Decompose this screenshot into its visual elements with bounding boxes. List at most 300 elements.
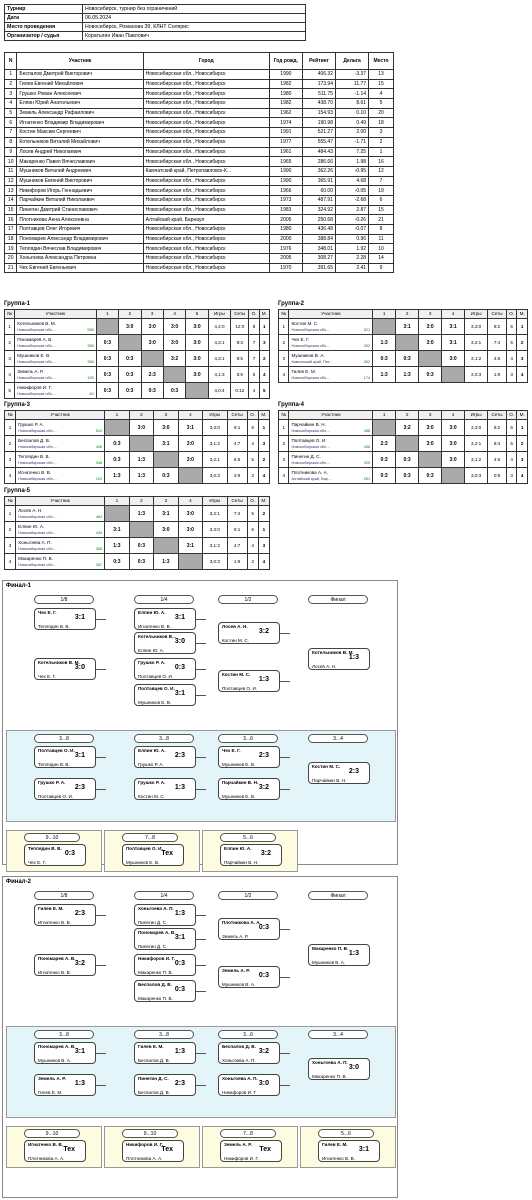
match-loser: Чех Е. Г. [28,860,46,865]
group-player-name: Игнатенко В. В. [18,469,52,475]
group-col-c4: 4 [178,411,202,420]
group-col-n: № [5,310,15,319]
player-cell: 20 [369,108,394,118]
match-loser: Теплядин В. В. [38,762,70,767]
group-score-cell [105,538,129,554]
group-player-city-line [18,530,102,537]
group-score: 3:1 [449,323,457,330]
group-games: 3,3:0 [465,319,488,335]
match-score: 3:1 [74,1048,85,1055]
consolation-head: 3...4 [308,734,368,743]
group-o: 3 [247,554,258,570]
group-o: 5 [247,506,258,522]
match-box [308,944,370,966]
player-cell: Чех Евгений Евгеньевич [17,263,143,273]
player-cell: 1 [369,147,394,157]
player-cell: Новосибирская обл., Новосибирск [143,244,269,254]
group-player-name: Макаренко П. В. [18,555,53,561]
player-cell: 250.68 [302,215,335,225]
group-games: 4,3:1 [208,335,230,351]
group-col-sets: Сеты [488,411,507,420]
match-score: Тех [259,1146,271,1153]
round-head: Финал [308,891,368,900]
player-cell: 17 [5,225,17,235]
group-sets: 9:3 [231,335,249,351]
group-self-cell [396,335,419,351]
player-cell: -3.37 [336,70,369,80]
player-cell: Новосибирская обл., Новосибирск [143,137,269,147]
group-m: 4 [517,468,528,484]
player-cell: Хоньгоева Александра Петровна [17,254,143,264]
player-cell: Новосибирская обл., Новосибирск [143,157,269,167]
player-cell: Теплядин Вячеслав Владимирович [17,244,143,254]
group-sets: 7:4 [488,335,507,351]
group-player [289,452,373,468]
group-col-c2: 2 [396,411,419,420]
match-loser: Теплядин В. В. [38,624,70,629]
group-score-cell [396,420,419,436]
match-winner: Земель А. Р. [224,1142,252,1147]
group-col-games: Игры [465,310,488,319]
player-cell: 19 [5,244,17,254]
player-cell: Камчатский край, Петропавловск-К... [143,166,269,176]
group-player-city-line [18,476,102,483]
group-player-city: Новосибирская обл.... [17,327,56,332]
group-score: 0:3 [403,355,411,362]
group-self-cell [129,522,153,538]
group-row-number: 2 [5,522,16,538]
group-sets: 9:2 [488,319,507,335]
bracket-connector [196,915,206,916]
group-self-cell [373,319,396,335]
match-winner: Чех Е. Г. [222,748,241,753]
group-col-m: М. [259,310,269,319]
match-winner: Лосев А. Н. [222,624,248,629]
group-score-cell [396,319,419,335]
player-cell: Новосибирская обл., Новосибирск [143,176,269,186]
player-row [5,99,394,109]
placement-head: 9...10 [24,1129,80,1138]
group-row [279,420,528,436]
group-score: 0:3 [403,472,411,479]
match-score: 2:3 [348,768,359,775]
group-row [5,319,270,335]
player-row [5,70,394,80]
group-player-name: Земель А. Р. [17,368,44,374]
group-games: 3,0:3 [465,468,488,484]
player-cell: 1966 [269,186,302,196]
player-cell: 154.93 [302,108,335,118]
group-4-table [278,410,528,484]
group-row [5,468,270,484]
group-player-name: Грушко Р. А. [18,421,44,427]
group-score: 3:0 [449,424,457,431]
group-m: 3 [517,351,528,367]
round-head: 1/4 [134,891,194,900]
player-cell: Новосибирская обл., Новосибирск [143,195,269,205]
group-3-table [4,410,270,484]
match-score: 3:0 [348,1064,359,1071]
group-score: 3:1 [186,424,194,431]
bracket-connector [196,991,206,992]
group-player-rating: 308 [95,546,103,551]
match-score: 3:1 [74,614,85,621]
player-cell: 13 [369,70,394,80]
match-box [218,966,280,988]
group-col-c3: 3 [154,411,178,420]
group-score-cell [178,420,202,436]
group-5-table [4,496,270,570]
match-loser: Никифоров И. Г. [224,1156,259,1161]
group-score-cell [105,436,129,452]
player-cell: Новосибирская обл., Новосибирск [143,254,269,264]
group-player-city: Новосибирская обл.... [18,444,57,449]
match-score: 2:3 [174,1080,185,1087]
match-loser: Плотникова А. А. [28,1156,65,1161]
player-cell: 15 [369,205,394,215]
match-box [220,1140,282,1162]
player-cell: 15 [369,79,394,89]
group-player [15,319,97,335]
player-row [5,234,394,244]
group-player [16,452,105,468]
group-score-cell [154,554,178,570]
player-cell: -1.71 [336,137,369,147]
group-col-name: Участник [16,497,105,506]
match-loser: Мушников Е. В. [222,762,256,767]
match-box [134,658,196,680]
player-cell: Новосибирская обл., Новосибирск [143,186,269,196]
group-player-rating: 389 [87,343,94,348]
group-o: 3 [247,468,258,484]
round-head: 1/4 [134,595,194,604]
info-row [5,23,306,32]
player-cell: 6 [369,195,394,205]
bracket-connector [280,633,290,634]
group-m: 1 [258,522,269,538]
group-games: 3,2:1 [465,335,488,351]
group-games: 3,1:2 [203,436,227,452]
group-o: 6 [247,522,258,538]
group-player-city: Новосибирская обл.... [17,343,56,348]
group-score-cell [154,522,178,538]
match-box [218,918,280,940]
player-cell: Новосибирская обл., Новосибирск [143,128,269,138]
group-games: 3,0:3 [203,554,227,570]
match-score: 2:3 [74,784,85,791]
consolation-head: 3...8 [34,734,94,743]
group-col-c4: 4 [442,411,465,420]
group-score-cell [129,452,153,468]
group-row [5,351,270,367]
player-cell: 3 [5,89,17,99]
group-player [289,351,373,367]
player-cell: 11 [5,166,17,176]
group-score-cell [419,367,442,383]
group-score-cell [373,452,396,468]
group-row-number: 1 [5,420,16,436]
group-score-cell [119,319,141,335]
group-2-title: Группа-2 [278,301,305,307]
group-row-number: 3 [5,351,15,367]
match-score: 3:1 [174,934,185,941]
group-score: 3:1 [162,440,170,447]
group-player-city-line [291,444,370,451]
group-header-row [5,497,270,506]
group-row-number: 3 [279,351,289,367]
consolation-head: 3...8 [134,734,194,743]
group-col-c4: 4 [163,310,185,319]
group-player-name: Лосев А. Н. [18,507,43,513]
group-score: 1:3 [380,339,388,346]
player-cell: -0.05 [336,186,369,196]
group-score: 3:0 [449,440,457,447]
group-player-name: Никифоров И. Г. [17,384,52,390]
group-score: 3:0 [186,510,194,517]
group-score: 0:3 [103,371,111,378]
match-loser: Пинегин Д. С. [138,920,168,925]
group-score-cell [419,335,442,351]
placement-head: 5...6 [220,833,276,842]
group-row [5,506,270,522]
group-score-cell [96,335,118,351]
group-score: 3:1 [113,526,121,533]
group-score-cell [129,506,153,522]
group-row [5,367,270,383]
match-box [134,954,196,976]
tournament-info-table [4,4,306,41]
group-col-c3: 3 [154,497,178,506]
group-score-cell [396,351,419,367]
group-score-cell [154,436,178,452]
group-score-cell [154,420,178,436]
match-loser: Макаренко П. В. [312,1074,347,1079]
group-score: 3:0 [193,339,201,346]
match-loser: Беспалов Д. В. [138,1058,170,1063]
group-score: 3:1 [449,339,457,346]
group-col-m: М. [258,411,269,420]
player-row [5,147,394,157]
group-row-number: 3 [5,538,16,554]
group-score-cell [141,383,163,399]
group-m: 1 [517,319,528,335]
player-row [5,118,394,128]
group-score: 0:3 [426,371,434,378]
group-player-rating: 251 [363,476,371,481]
group-player-name: Хоньгоева А. П. [18,539,52,545]
group-score-cell [442,420,465,436]
match-score: 1:3 [174,1048,185,1055]
group-5-title: Группа-5 [4,488,31,494]
group-player [289,468,373,484]
group-player-city-line [291,327,370,334]
group-score-cell [141,319,163,335]
group-score: 0:3 [137,558,145,565]
match-box [34,954,96,976]
group-score: 0:3 [126,355,134,362]
group-player-rating: 362 [363,359,371,364]
player-row [5,205,394,215]
player-cell: Пинегин Дмитрий Станиславович [17,205,143,215]
group-score-cell [396,452,419,468]
player-cell: 308.27 [302,254,335,264]
player-cell: 9 [5,147,17,157]
group-col-c3: 3 [141,310,163,319]
group-m: 3 [258,436,269,452]
group-self-cell [163,367,185,383]
group-o: 3 [506,367,516,383]
group-score: 3:0 [186,526,194,533]
match-loser: Лосев А. Н. [312,664,337,669]
bracket-connector [96,1053,106,1054]
group-score-cell [396,468,419,484]
group-sets: 9:2 [488,420,507,436]
group-score: 0:3 [403,456,411,463]
match-winner: Теплядин В. В. [28,846,62,851]
group-score: 1:3 [162,558,170,565]
group-self-cell [178,468,202,484]
player-cell: 12 [369,166,394,176]
match-score: 1:3 [348,654,359,661]
player-cell: 436.48 [302,225,335,235]
group-self-cell [119,335,141,351]
group-col-games: Игры [465,411,488,420]
match-box [134,684,196,706]
match-winner: Полтавцев О. И. [126,846,163,851]
consolation-head: 3...8 [34,1030,94,1039]
final-1-title: Финал-1 [6,583,31,589]
player-cell: Мушников Виталий Андреевич [17,166,143,176]
player-cell: 324.92 [302,205,335,215]
group-3-title: Группа-3 [4,402,31,408]
match-loser: Мушников Е. В. [138,700,172,705]
player-cell: Земель Александр Рафаилович [17,108,143,118]
player-cell: Котельников Виталий Михайлович [17,137,143,147]
player-cell: Костин Максим Сергеевич [17,128,143,138]
match-winner: Котельников В. М. [312,650,354,655]
player-cell: 8 [369,225,394,235]
group-score: 1:3 [137,472,145,479]
group-player-rating: 155 [87,375,94,380]
match-score: 1:3 [348,950,359,957]
player-cell: 15 [5,205,17,215]
group-games: 3,3:0 [203,420,227,436]
final-2-title: Финал-2 [6,879,31,885]
group-col-c4: 4 [178,497,202,506]
match-box [34,1042,96,1064]
placement-head: 5...6 [318,1129,374,1138]
group-player-city-line [18,514,102,521]
group-score-cell [186,367,208,383]
group-player-city: Камчатский край, Пет... [291,359,333,364]
group-header-row [279,310,528,319]
group-row-number: 2 [5,335,15,351]
group-player-city: Новосибирская обл.... [18,428,57,433]
match-box [318,1140,380,1162]
col-year: Год рожд. [269,53,302,70]
group-player-rating: 406 [95,444,103,449]
group-player-rating: 392 [363,343,371,348]
match-winner: Елпин Ю. А. [138,610,166,615]
group-score-cell [119,383,141,399]
group-score: 0:3 [162,472,170,479]
group-score: 0:3 [113,440,121,447]
match-score: 1:3 [174,910,185,917]
match-box [34,778,96,800]
group-score-cell [119,351,141,367]
info-value: Новосибирск, Романова 39, КЛНТ Солярис [83,23,306,32]
player-row [5,79,394,89]
match-score: 3:1 [74,752,85,759]
group-score: 3:0 [449,355,457,362]
bracket-connector [196,1053,206,1054]
match-score: 2:3 [74,910,85,917]
group-row-number: 4 [5,468,16,484]
group-row [279,319,528,335]
group-games: 3,2:1 [203,506,227,522]
group-score-cell [419,436,442,452]
player-cell: 487.91 [302,195,335,205]
match-box [134,746,196,768]
group-sets: 4:7 [227,538,247,554]
match-score: 2:3 [174,752,185,759]
match-loser: Земель А. Р. [222,934,249,939]
group-score-cell [442,319,465,335]
group-row [279,351,528,367]
group-sets: 12:0 [231,319,249,335]
match-loser: Полтавцев О. И. [38,794,74,799]
match-loser: Костин М. С. [222,638,249,643]
group-sets: 4:7 [227,436,247,452]
group-o: 8 [249,319,259,335]
player-cell: 6 [5,118,17,128]
group-header-row [5,411,270,420]
match-score: 2:3 [258,752,269,759]
group-o: 5 [247,452,258,468]
match-box [218,778,280,800]
player-cell: 1983 [269,205,302,215]
group-col-o: О. [506,411,516,420]
round-head: 1/8 [34,891,94,900]
group-score-cell [129,554,153,570]
group-score-cell [178,436,202,452]
group-o: 7 [249,335,259,351]
group-score: 0:3 [380,472,388,479]
consolation-head: 3...4 [308,1030,368,1039]
match-box [34,658,96,680]
player-cell: 406.32 [302,70,335,80]
match-score: Тех [161,850,173,857]
player-cell: 484.43 [302,147,335,157]
group-player-city: Новосибирская обл.... [18,476,57,481]
group-o: 4 [506,351,516,367]
player-row [5,215,394,225]
group-col-c1: 1 [105,411,129,420]
match-loser: Никифоров И. Г. [222,1090,257,1095]
group-sets: 1:9 [227,554,247,570]
player-cell: Новосибирская обл., Новосибирск [143,263,269,273]
player-cell: Беспалов Дмитрий Викторович [17,70,143,80]
group-games: 3,2:1 [203,452,227,468]
player-cell: 2.28 [336,254,369,264]
bracket-connector [96,669,106,670]
round-head: 1/8 [34,595,94,604]
group-score-cell [373,468,396,484]
group-score: 1:3 [380,371,388,378]
consolation-head: 3...8 [134,1030,194,1039]
match-box [134,928,196,950]
match-winner: Макаренко П. В. [312,946,349,951]
